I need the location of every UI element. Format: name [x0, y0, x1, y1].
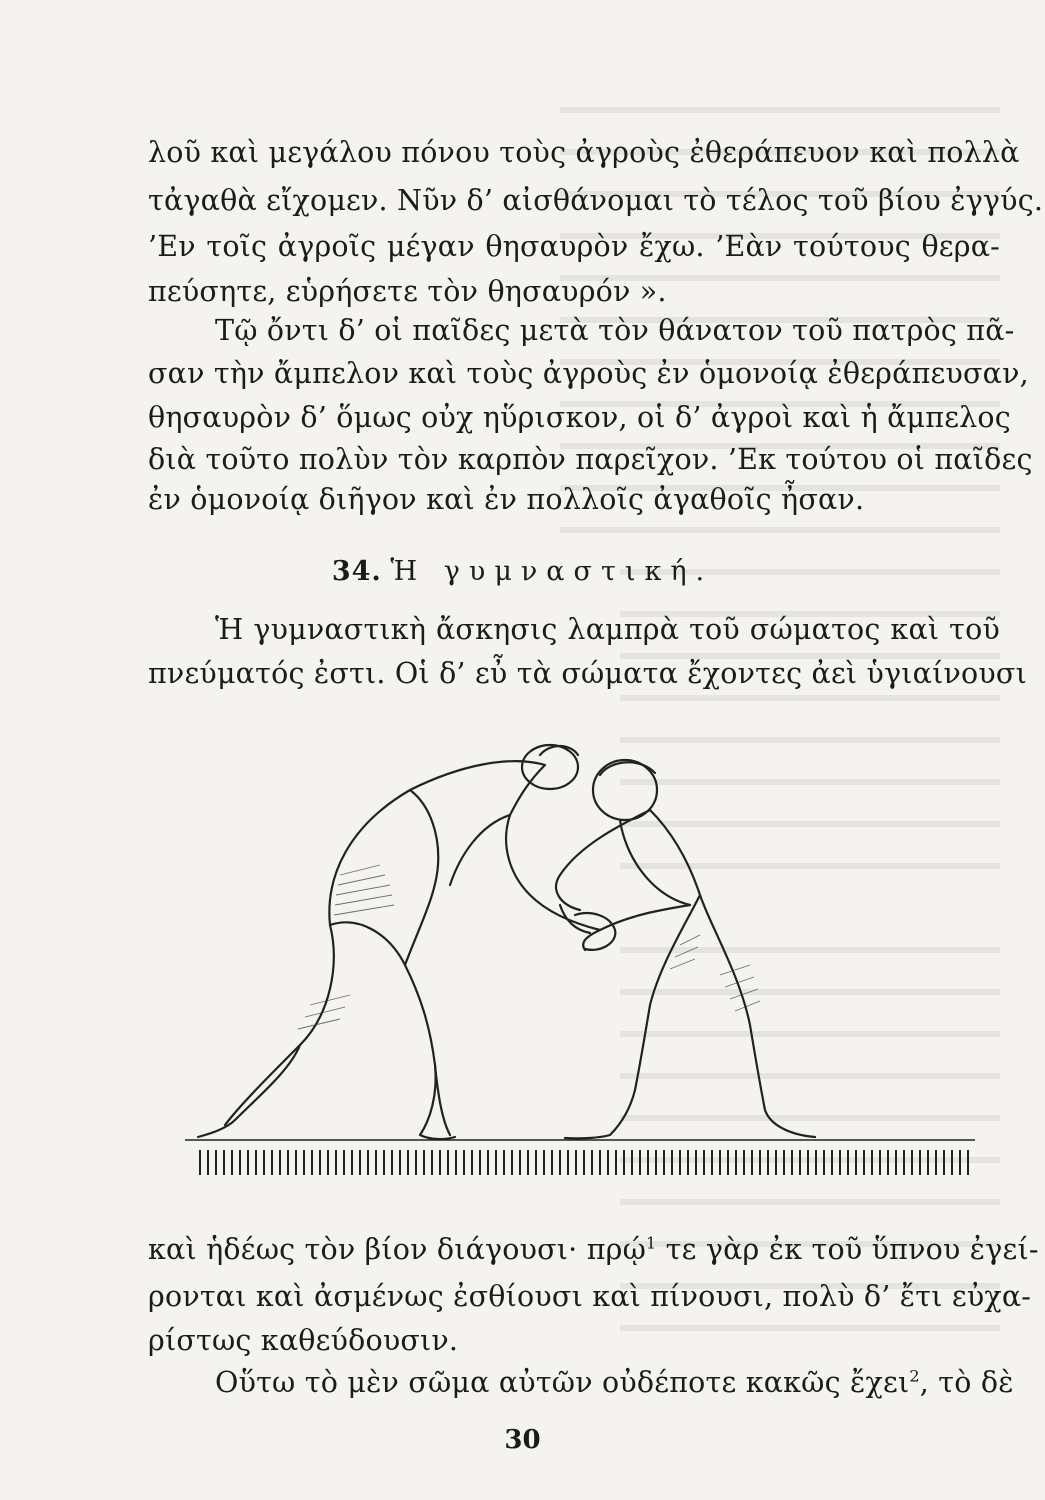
text-line: λοῦ καὶ μεγάλου πόνου τοὺς ἀγροὺς ἐθεράπευον καὶ πολλὰ	[148, 136, 1020, 169]
text-line: ’Εν τοῖς ἀγροῖς μέγαν θησαυρὸν ἔχω. ’Εὰν τούτους θερα-	[148, 230, 1000, 263]
text-line: θησαυρὸν δ’ ὅμως οὐχ ηὕρισκον, οἱ δ’ ἀγροὶ καὶ ἡ ἄμπελος	[148, 401, 1011, 434]
text-fragment: , τὸ δὲ	[919, 1366, 1014, 1399]
text-line: τἀγαθὰ εἴχομεν. Νῦν δ’ αἰσθάνομαι τὸ τέλος τοῦ βίου ἐγγύς.	[148, 184, 1044, 217]
text-line: διὰ τοῦτο πολὺν τὸν καρπὸν παρεῖχον. ’Εκ τούτου οἱ παῖδες	[148, 443, 1033, 476]
page-number: 30	[504, 1425, 541, 1455]
text-line: Τῷ ὄντι δ’ οἱ παῖδες μετὰ τὸν θάνατον τοῦ πατρὸς πᾶ-	[215, 314, 1015, 347]
text-line	[215, 1363, 1014, 1403]
footnote-marker: 1	[646, 1233, 657, 1253]
text-line: ρίστως καθεύδουσιν.	[148, 1324, 459, 1357]
text-fragment: τε γὰρ ἐκ τοῦ ὕπνου ἐγεί-	[656, 1233, 1039, 1266]
wrestlers-illustration	[180, 725, 980, 1205]
footnote-marker: 2	[909, 1366, 920, 1386]
text-fragment: καὶ ἡδέως τὸν βίον διάγουσι· πρῴ	[148, 1233, 647, 1266]
text-fragment: Οὕτω τὸ μὲν σῶμα αὐτῶν οὐδέποτε κακῶς ἔχει	[215, 1366, 910, 1399]
section-number: 34.	[331, 556, 382, 587]
text-line: σαν τὴν ἄμπελον καὶ τοὺς ἀγροὺς ἐν ὁμονοίᾳ ἐθεράπευσαν,	[148, 357, 1029, 390]
text-line	[148, 1230, 1039, 1270]
text-line: ἐν ὁμονοίᾳ διῆγον καὶ ἐν πολλοῖς ἀγαθοῖς ἦσαν.	[148, 483, 865, 516]
text-line: Ἡ γυμναστικὴ ἄσκησις λαμπρὰ τοῦ σώματος καὶ τοῦ	[215, 613, 1000, 646]
section-heading	[0, 552, 1045, 592]
text-line: ρονται καὶ ἀσμένως ἐσθίουσι καὶ πίνουσι, πολὺ δ’ ἔτι εὐχα-	[148, 1280, 1032, 1313]
text-line: πεύσητε, εὑρήσετε τὸν θησαυρόν ».	[148, 275, 667, 308]
text-line: πνεύματός ἐστι. Οἱ δ’ εὖ τὰ σώματα ἔχοντες ἀεὶ ὑγιαίνουσι	[148, 657, 1027, 690]
section-title: Ἡ γυμναστική.	[390, 556, 714, 587]
wrestlers-icon	[180, 725, 980, 1205]
